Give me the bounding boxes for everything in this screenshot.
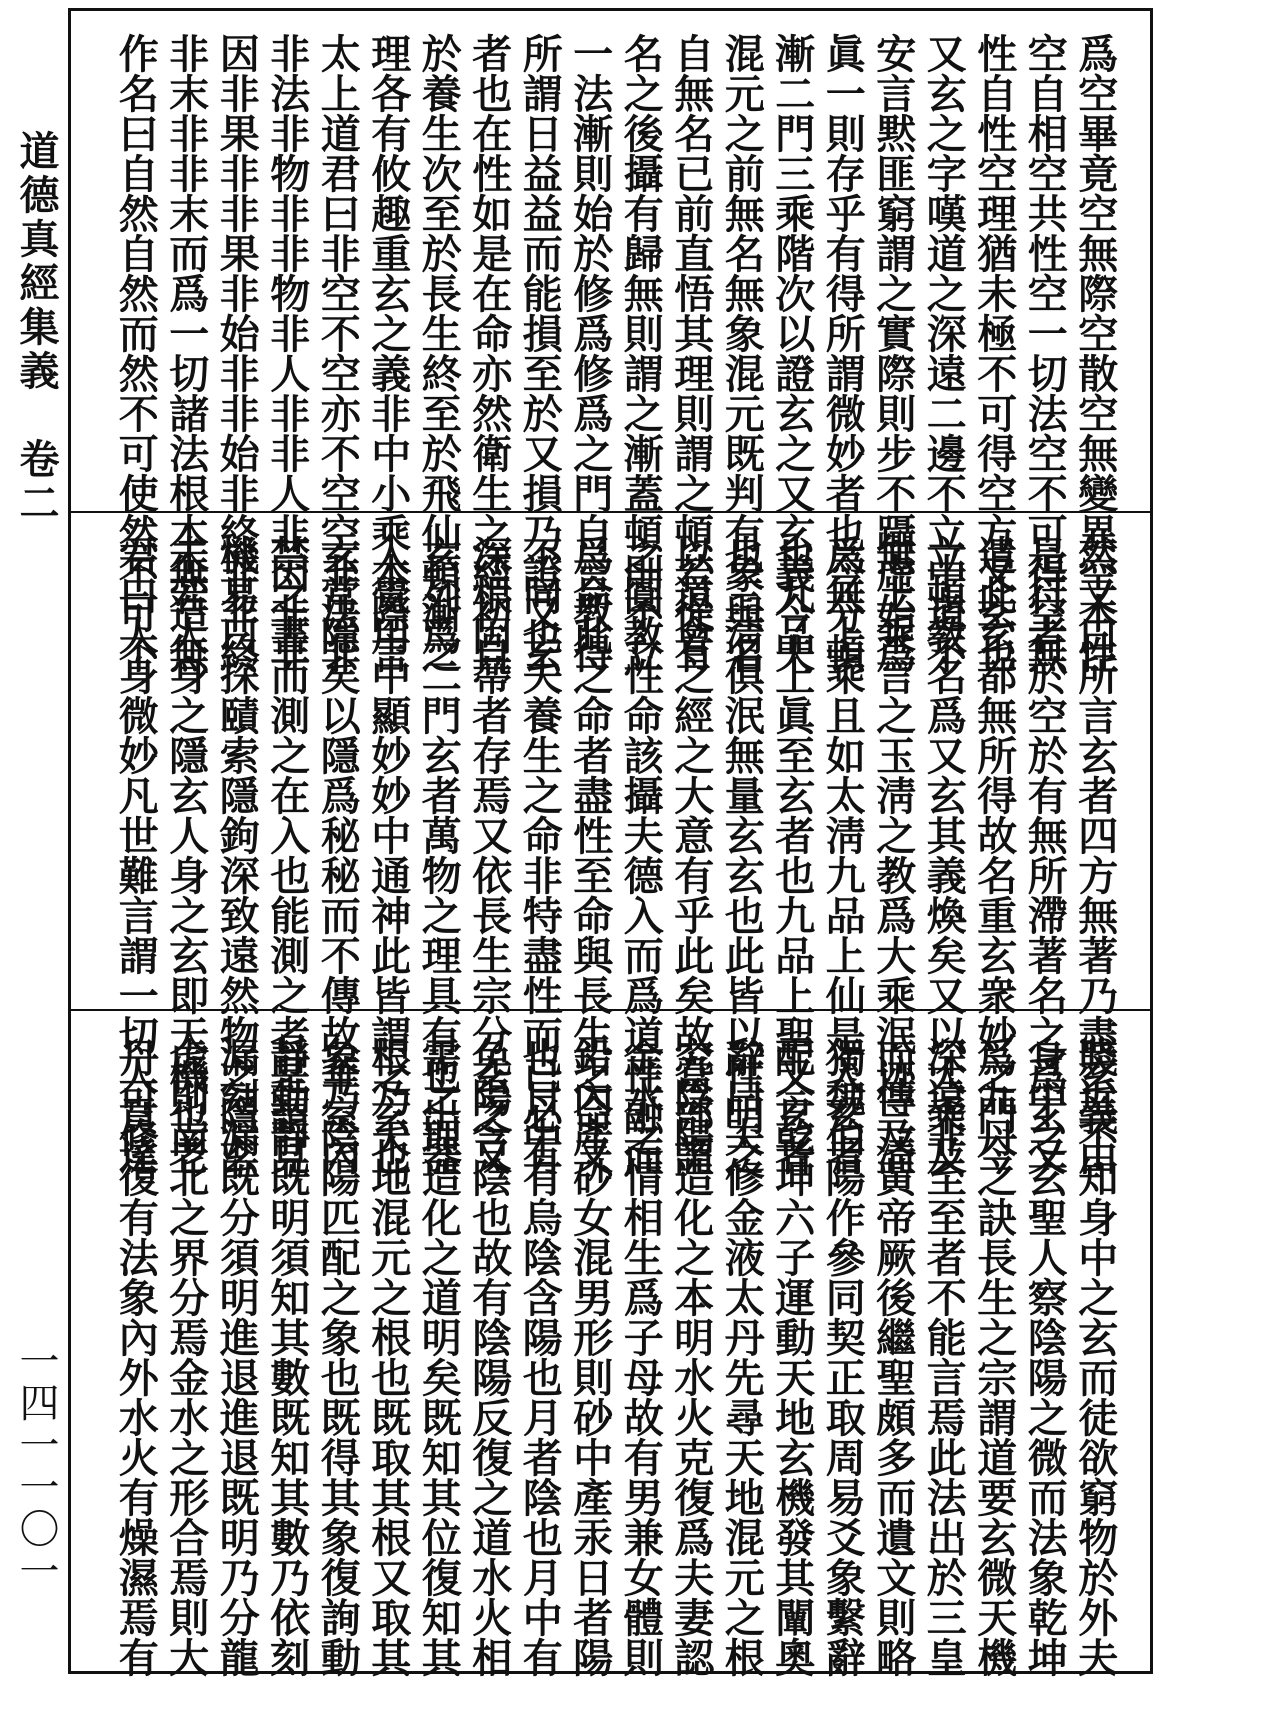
text-column: 身中之玄聖人察陰陽之微而法象乾坤	[1021, 1037, 1069, 1677]
text-column: 免陽含陰也故有陰陽反復之道水火相	[465, 1037, 513, 1677]
text-column: 玄列爲二門玄者萬物之理具有也出器	[415, 535, 463, 1175]
text-column: 玄常隱矣以隱爲秘秘而不傳故華室內	[314, 535, 362, 1175]
text-column: 配合乾坤六子運動天地玄機發其闡奧	[768, 1037, 816, 1677]
text-column: 靜動靜既明須知其數既知其數乃依刻	[263, 1037, 311, 1677]
text-column: 賤近不知身中之玄而徒欲窮物於外夫	[1071, 1037, 1119, 1677]
text-column: 漏刻漏既分須明進退進退既明乃分龍	[213, 1037, 261, 1677]
text-column: 深根固蔕者存焉又依長生宗分玄之又	[465, 535, 513, 1175]
text-column: 遣此玄都無所得故名重玄衆妙之門今	[970, 535, 1018, 1175]
text-column: 究陰陽造化之本明水火克復爲夫妻認	[667, 1037, 715, 1677]
text-column: 也九品上眞至玄者也九品上聖又玄者	[768, 535, 816, 1175]
text-column: 自無名已前直悟其理則謂之頓若從有	[667, 33, 715, 673]
text-column: 又玄之字嘆道之深遠二邊不立中道不	[920, 33, 968, 673]
text-column: 理各有攸趣重玄之義非中小乘本際言	[364, 33, 412, 673]
side-margin-title: 道德真經集義 卷二	[13, 130, 60, 526]
text-column: 眞一則存乎有得所謂微妙者也今分頓	[819, 33, 867, 673]
text-column: 所謂日益益而能損至於又損乃證又玄	[516, 33, 564, 673]
text-column: 虎則南北之界分焉金水之形合焉則大	[162, 1037, 210, 1677]
text-column: 作名曰自然自然而然不可使然不可不	[112, 33, 160, 673]
text-column: 爲九丹之訣長生之宗謂道要玄微天機	[970, 1037, 1018, 1677]
text-column: 機易曰探賾索隱鉤深致遠然物之隱玄	[213, 535, 261, 1175]
text-column: 是行者於空於有無所滯著名之爲玄又	[1021, 535, 1069, 1175]
text-column: 立頓教名爲又玄其義煥矣又以大乘及	[920, 535, 968, 1175]
text-column: 之圓教性命該攝夫德入而爲道性融而	[617, 535, 665, 1175]
text-column: 禁之書而測之在入也能測之者是謂見	[263, 535, 311, 1175]
text-column: 深遠非至至者不能言焉此法出於三皇	[920, 1037, 968, 1677]
text-column: 鉛內產砂女混男形則砂中產汞日者陽	[566, 1037, 614, 1677]
text-column: 名之後攝有歸無則謂之漸蓋頓則不立	[617, 33, 665, 673]
text-column: 不同也夫養生之命非特盡性而已必有	[516, 535, 564, 1175]
text-column: 君曰人身微妙凡世難言謂一切人賁達	[112, 535, 160, 1175]
panel-top	[71, 11, 1150, 673]
text-column: 辭曰夫修金液太丹先尋天地混元之根	[718, 1037, 766, 1677]
text-column: 非法非物非非物非人非非人非因非非	[263, 33, 311, 673]
text-column: 金水之情相生爲子母故有男兼女體則	[617, 1037, 665, 1677]
text-column: 爲命此之命者盡性至命與長生之命又	[566, 535, 614, 1175]
text-column: 丹可修復有法象內外水火有燥濕焉有	[112, 1037, 160, 1677]
text-column: 以道會之經之大意有乎此矣故當部謂	[667, 535, 715, 1175]
text-column: 性自性空理猶未極不可得空方又玄也	[970, 33, 1018, 673]
text-column: 一法漸則始於修爲修爲之門自言教得	[566, 33, 614, 673]
text-column: 爲空畢竟空無際空散空無變異空本性	[1071, 33, 1119, 673]
text-column: 而傳及黃帝厥後繼聖頗多而遺文則略	[869, 1037, 917, 1677]
text-column: 混元之前無名無象混元既判有象與名	[718, 33, 766, 673]
text-column: 獨魏伯陽作參同契正取周易爻象繫辭	[819, 1037, 867, 1677]
text-column: 非末非非末而爲一切諸法根本無造無	[162, 33, 210, 673]
panel-bottom	[71, 1011, 1150, 1677]
text-column: 未若人身之隱玄人身之玄即天機也老	[162, 535, 210, 1175]
text-column: 也三淸俱泯無量玄玄也此皆以性明之	[718, 535, 766, 1175]
text-column: 然又曰所言玄者四方無著乃盡玄義由	[1071, 535, 1119, 1175]
text-column: 需之理造化之道明矣既知其位復知其	[415, 1037, 463, 1677]
text-column: 爲無上乘且如太淸九品上仙是入玄者	[819, 535, 867, 1175]
text-column: 入覺用中顯妙妙中通神此皆謂之玄也	[364, 535, 412, 1175]
text-column: 漸二門三乘階次以證玄之又玄義今夫	[768, 33, 816, 673]
panel-middle	[71, 513, 1150, 1175]
text-column: 無上乘言之玉淸之教爲大乘泯迹三淸	[869, 535, 917, 1175]
text-column: 因非果非非果非始非非始非終非非終	[213, 33, 261, 673]
text-column: 者也在性如是在命亦然衛生之經初自	[465, 33, 513, 673]
text-column: 太上道君曰非空不空亦不空空非法非	[314, 33, 362, 673]
text-column: 根乃天地混元之根也既取其根又取其	[364, 1037, 412, 1677]
side-margin-page-number: 一四一一〇一	[13, 1340, 59, 1592]
text-column: 象乃陰陽匹配之象也既得其象復詢動	[314, 1037, 362, 1677]
text-column: 也日中有烏陰含陽也月者陰也月中有	[516, 1037, 564, 1677]
text-column: 安言黙匪窮謂之實際則步不躡虛始爲	[869, 33, 917, 673]
text-column: 於養生次至於長生終至於飛仙頓漸之	[415, 33, 463, 673]
page-frame	[68, 8, 1153, 1677]
text-column: 空自相空共性空一切法空不可得空無	[1021, 33, 1069, 673]
